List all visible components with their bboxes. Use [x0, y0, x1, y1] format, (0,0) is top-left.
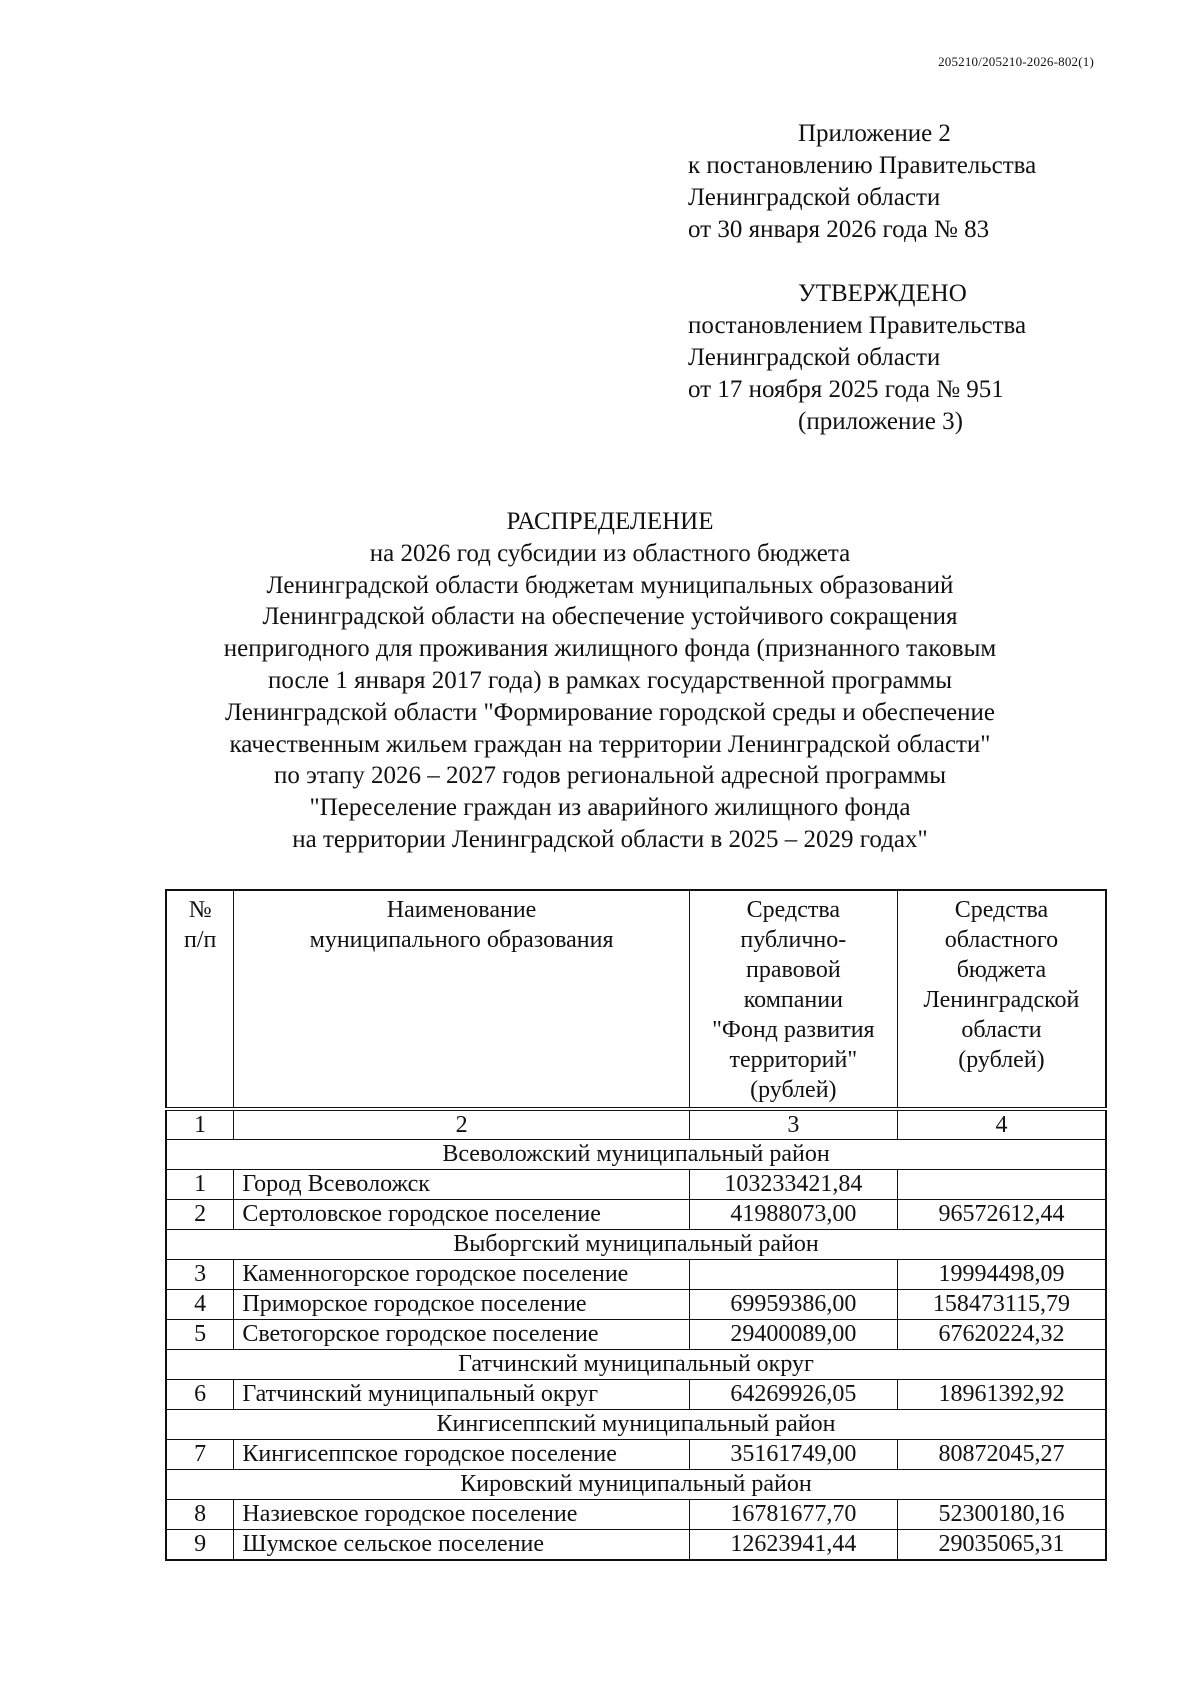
title-heading: РАСПРЕДЕЛЕНИЕ [506, 508, 714, 535]
regional-amount: 29035065,31 [897, 1530, 1106, 1561]
regional-amount: 158473115,79 [897, 1290, 1106, 1320]
table-row [166, 1530, 1106, 1561]
title-line: непригодного для проживания жилищного фонда (признанного таковым [223, 635, 997, 663]
header-number: № п/п [166, 890, 234, 1109]
appendix-date: от 30 января 2026 года № 83 [688, 216, 990, 243]
district-name: Кировский муниципальный район [166, 1470, 1106, 1500]
table-row [166, 1440, 1106, 1470]
district-row [166, 1410, 1106, 1440]
municipality-name: Город Всеволожск [234, 1170, 689, 1200]
title-line: после 1 января 2017 года) в рамках государственной программы [267, 666, 953, 694]
row-number: 3 [166, 1260, 234, 1290]
table-row [166, 1200, 1106, 1230]
regional-amount: 80872045,27 [897, 1440, 1106, 1470]
document-title [130, 506, 1090, 856]
table-header-row [166, 890, 1106, 1109]
fund-amount [689, 1260, 897, 1290]
table-row [166, 1260, 1106, 1290]
district-row [166, 1350, 1106, 1380]
appendix-line: Ленинградской области [688, 184, 941, 211]
fund-amount: 35161749,00 [689, 1440, 897, 1470]
appendix-title: Приложение 2 [798, 120, 951, 147]
title-line: Ленинградской области бюджетам муниципальных образований [266, 571, 954, 599]
approval-block [688, 278, 1128, 438]
district-row [166, 1230, 1106, 1260]
title-line: на 2026 год субсидии из областного бюджета [369, 539, 851, 567]
fund-amount: 69959386,00 [689, 1290, 897, 1320]
municipality-name: Каменногорское городское поселение [234, 1260, 689, 1290]
column-number: 4 [897, 1109, 1106, 1140]
approval-line: постановлением Правительства [688, 312, 1027, 339]
approval-note: (приложение 3) [798, 408, 963, 435]
fund-amount: 103233421,84 [689, 1170, 897, 1200]
title-line: "Переселение граждан из аварийного жилищного фонда [309, 794, 911, 822]
municipality-name: Сертоловское городское поселение [234, 1200, 689, 1230]
row-number: 2 [166, 1200, 234, 1230]
row-number: 1 [166, 1170, 234, 1200]
regional-amount: 18961392,92 [897, 1380, 1106, 1410]
title-line: качественным жильем граждан на территории Ленинградской области" [229, 730, 991, 758]
column-number: 1 [166, 1109, 234, 1140]
table-row [166, 1320, 1106, 1350]
row-number: 7 [166, 1440, 234, 1470]
row-number: 5 [166, 1320, 234, 1350]
title-line: Ленинградской области на обеспечение устойчивого сокращения [262, 603, 958, 631]
fund-amount: 12623941,44 [689, 1530, 897, 1561]
title-line: по этапу 2026 – 2027 годов региональной адресной программы [273, 762, 947, 790]
appendix-line: к постановлению Правительства [688, 152, 1037, 179]
district-name: Гатчинский муниципальный округ [166, 1350, 1106, 1380]
municipality-name: Шумское сельское поселение [234, 1530, 689, 1561]
municipality-name: Назиевское городское поселение [234, 1500, 689, 1530]
header-fund: Средства публично- правовой компании "Фонд развития территорий" (рублей) [689, 890, 897, 1109]
district-name: Кингисеппский муниципальный район [166, 1410, 1106, 1440]
fund-amount: 41988073,00 [689, 1200, 897, 1230]
column-number: 3 [689, 1109, 897, 1140]
regional-amount: 96572612,44 [897, 1200, 1106, 1230]
municipality-name: Гатчинский муниципальный округ [234, 1380, 689, 1410]
fund-amount: 16781677,70 [689, 1500, 897, 1530]
fund-amount: 64269926,05 [689, 1380, 897, 1410]
table-row [166, 1380, 1106, 1410]
approval-title: УТВЕРЖДЕНО [798, 280, 967, 307]
header-regional: Средства областного бюджета Ленинградской области (рублей) [897, 890, 1106, 1109]
approval-date: от 17 ноября 2025 года № 951 [688, 376, 1004, 403]
district-name: Выборгский муниципальный район [166, 1230, 1106, 1260]
row-number: 4 [166, 1290, 234, 1320]
table-row [166, 1500, 1106, 1530]
district-row [166, 1470, 1106, 1500]
title-line: Ленинградской области "Формирование городской среды и обеспечение [224, 698, 996, 726]
municipality-name: Приморское городское поселение [234, 1290, 689, 1320]
row-number: 9 [166, 1530, 234, 1561]
table-row [166, 1170, 1106, 1200]
document-id: 205210/205210-2026-802(1) [938, 54, 1094, 69]
district-name: Всеволожский муниципальный район [166, 1140, 1106, 1170]
regional-amount [897, 1170, 1106, 1200]
regional-amount: 19994498,09 [897, 1260, 1106, 1290]
title-line: на территории Ленинградской области в 2025 – 2029 годах" [292, 825, 928, 853]
municipality-name: Светогорское городское поселение [234, 1320, 689, 1350]
row-number: 8 [166, 1500, 234, 1530]
distribution-table [165, 889, 1107, 1561]
row-number: 6 [166, 1380, 234, 1410]
approval-line: Ленинградской области [688, 344, 941, 371]
appendix-block [688, 118, 1128, 246]
column-number-row [166, 1109, 1106, 1140]
regional-amount: 67620224,32 [897, 1320, 1106, 1350]
municipality-name: Кингисеппское городское поселение [234, 1440, 689, 1470]
regional-amount: 52300180,16 [897, 1500, 1106, 1530]
table-row [166, 1290, 1106, 1320]
fund-amount: 29400089,00 [689, 1320, 897, 1350]
column-number: 2 [234, 1109, 689, 1140]
district-row [166, 1140, 1106, 1170]
header-name: Наименование муниципального образования [234, 890, 689, 1109]
